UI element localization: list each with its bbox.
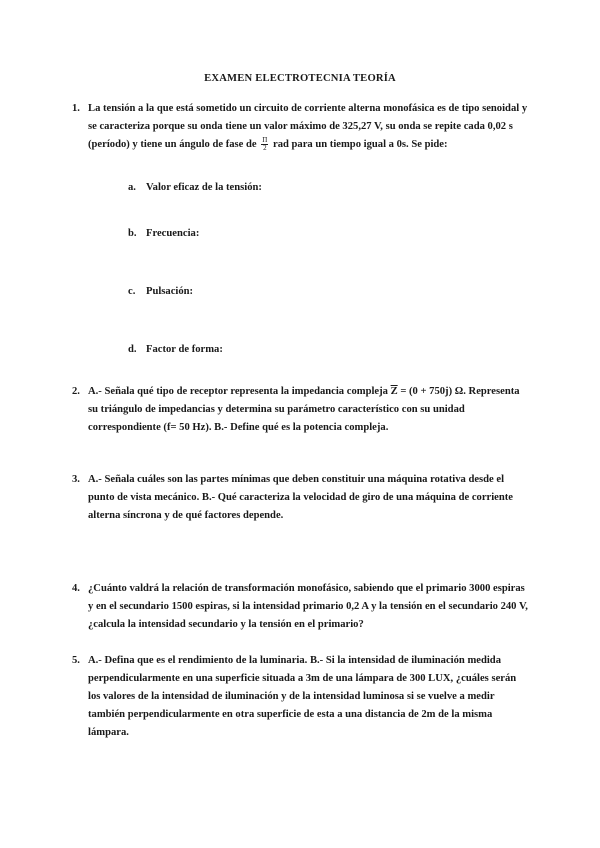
question-text — [88, 383, 528, 437]
question-number: 4. — [72, 583, 80, 594]
fraction-denominator: 2 — [263, 144, 267, 153]
page-title: EXAMEN ELECTROTECNIA TEORÍA — [204, 73, 396, 84]
question-text-part: La tensión a la que está sometido un circuito de corriente alterna monofásica es de tipo senoidal y se caracteriza porque su onda tiene un valor máximo de 325,27 V, su onda se repite cada 0,02 s (período) y tiene un ángulo de fase de — [88, 103, 528, 150]
subitem-b — [128, 225, 199, 243]
question-text: ¿Cuánto valdrá la relación de transformación monofásico, sabiendo que el primario 3000 espiras y en el secundario 1500 espiras, si la intensidad primario 0,2 A y la tensión en el secundario 240 V, ¿calcula la intensidad secundario y la tensión en el primario? — [88, 583, 528, 630]
question-number: 2. — [72, 386, 80, 397]
pi-over-two-fraction — [261, 137, 268, 152]
subitem-letter: d. — [128, 344, 137, 355]
subitem-text: Valor eficaz de la tensión: — [146, 182, 262, 193]
subitem-c — [128, 283, 193, 301]
subitem-a — [128, 179, 262, 197]
subitem-text: Pulsación: — [146, 286, 194, 297]
subitem-letter: c. — [128, 286, 136, 297]
subitem-text: Frecuencia: — [146, 228, 200, 239]
question-number: 1. — [72, 103, 80, 114]
question-text — [88, 100, 528, 154]
question-3 — [72, 471, 528, 525]
question-text-part: = (0 + 750j) Ω. Representa su triángulo de impedancias y determina su parámetro característico con su unidad correspondiente (f= 50 Hz). B.- Define qué es la potencia compleja. — [88, 386, 520, 433]
question-text: A.- Señala cuáles son las partes mínimas que deben constituir una máquina rotativa desde el punto de vista mecánico. B.- Qué caracteriza la velocidad de giro de una máquina de corriente alterna síncrona y de qué factores depende. — [88, 474, 513, 521]
question-number: 3. — [72, 474, 80, 485]
subitem-letter: b. — [128, 228, 137, 239]
subitem-letter: a. — [128, 182, 136, 193]
question-2 — [72, 383, 528, 437]
subitem-d — [128, 341, 223, 359]
question-text-part: A.- Señala qué tipo de receptor representa la impedancia compleja — [88, 386, 388, 397]
question-4 — [72, 580, 528, 634]
question-5 — [72, 652, 528, 742]
subitem-text: Factor de forma: — [146, 344, 223, 355]
question-text: A.- Defina que es el rendimiento de la luminaria. B.- Si la intensidad de iluminación medida perpendicularmente en una superficie situada a 3m de una lámpara de 300 LUX, ¿cuáles serán los valores de la intensidad de iluminación y de la intensidad luminosa si se vuelve a medir también perpendicularmente en otra superficie de esta a una distancia de 2m de la misma lámpara. — [88, 655, 517, 738]
question-text-part: rad para un tiempo igual a 0s. Se pide: — [273, 139, 448, 150]
fraction-numerator: Π — [262, 136, 268, 145]
question-1 — [72, 100, 528, 154]
question-number: 5. — [72, 655, 80, 666]
impedance-symbol: $\overline{Z}$ — [390, 386, 398, 397]
